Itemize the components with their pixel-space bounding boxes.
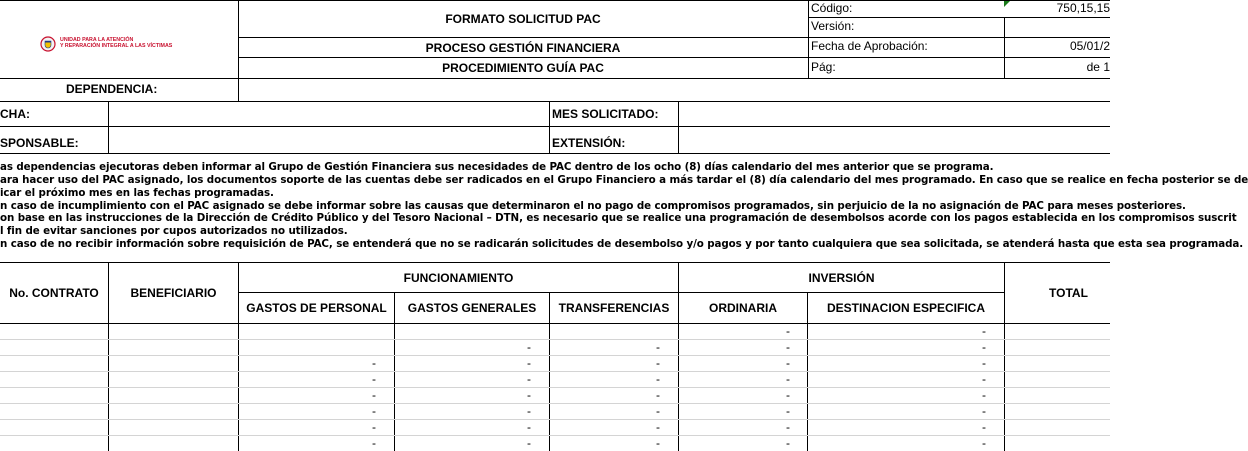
col-header-total: TOTAL — [1049, 286, 1088, 300]
cell-gastos-personal[interactable]: - — [372, 356, 376, 370]
note-1: as dependencias ejecutoras deben informar al Grupo de Gestión Financiera sus necesidades de PAC dentro de los ocho (8) días calendario del mes anterior que se programa. — [0, 161, 994, 173]
col-header-contrato: No. CONTRATO — [9, 286, 99, 300]
fecha-field[interactable] — [109, 102, 549, 126]
org-name-line2: Y REPARACIÓN INTEGRAL A LAS VÍCTIMAS — [60, 43, 173, 49]
col-header-ordinaria: ORDINARIA — [709, 301, 777, 315]
note-2: ara hacer uso del PAC asignado, los documentos soporte de las cuentas debe ser radicados en el Grupo Financiero a más tardar el (8) día calendario del mes programado. En caso que se realice en fecha posterior se de — [0, 174, 1248, 186]
cell-gastos-personal[interactable]: - — [372, 372, 376, 386]
page-label: Pág: — [811, 60, 836, 74]
procedure-name: PROCEDIMIENTO GUÍA PAC — [442, 61, 604, 75]
page-value[interactable]: 1 de — [1086, 60, 1110, 74]
dependencia-field[interactable] — [239, 79, 1110, 101]
org-name-line1: UNIDAD PARA LA ATENCIÓN — [60, 37, 134, 43]
group-header-inversion: INVERSIÓN — [808, 270, 875, 285]
cell-gastos-generales[interactable]: - — [527, 356, 531, 370]
code-label: Código: — [811, 1, 853, 15]
cell-gastos-generales[interactable]: - — [527, 436, 531, 450]
note-5: n caso de no recibir información sobre requisición de PAC, se entenderá que no se radicarán solicitudes de desembolso y/o pagos y por tanto cualquiera que sea solicitada, se atenderá hasta que esta sea programada. — [0, 238, 1244, 250]
cell-destinacion[interactable]: - — [982, 388, 986, 402]
cell-destinacion[interactable]: - — [982, 356, 986, 370]
col-header-gastos-generales: GASTOS GENERALES — [407, 301, 537, 315]
note-3: n caso de incumplimiento con el PAC asignado se debe informar sobre las causas que determinaron el no pago de compromisos programados, sin perjuicio de la no asignación de PAC para meses posteriores. — [0, 200, 1186, 212]
col-header-beneficiario: BENEFICIARIO — [130, 286, 217, 300]
cell-ordinaria[interactable]: - — [786, 436, 790, 450]
cell-destinacion[interactable]: - — [982, 404, 986, 418]
org-name — [60, 37, 172, 49]
mes-solicitado-label: MES SOLICITADO: — [552, 107, 659, 121]
logo-box — [0, 0, 238, 78]
coat-of-arms-icon — [40, 36, 56, 52]
cell-transferencias[interactable]: - — [656, 404, 660, 418]
dependencia-label: DEPENDENCIA: — [66, 82, 158, 96]
note-4-cont: l fin de evitar sanciones por cupos autorizados no utilizados. — [0, 225, 348, 237]
cell-gastos-personal[interactable]: - — [372, 420, 376, 434]
form-title: FORMATO SOLICITUD PAC — [445, 11, 601, 26]
cell-gastos-generales[interactable]: - — [527, 340, 531, 354]
version-label: Versión: — [811, 19, 855, 33]
cell-destinacion[interactable]: - — [982, 324, 986, 338]
mes-solicitado-field[interactable] — [679, 102, 1110, 126]
group-header-funcionamiento: FUNCIONAMIENTO — [403, 270, 514, 285]
cell-transferencias[interactable]: - — [656, 356, 660, 370]
cell-transferencias[interactable]: - — [656, 388, 660, 402]
approval-date-label: Fecha de Aprobación: — [811, 39, 928, 53]
approval-date-value[interactable]: 05/01/2 — [1069, 39, 1110, 53]
cell-destinacion[interactable]: - — [982, 372, 986, 386]
note-2-cont: icar el próximo mes en las fechas programadas. — [0, 187, 274, 199]
cell-ordinaria[interactable]: - — [786, 420, 790, 434]
cell-gastos-generales[interactable]: - — [527, 404, 531, 418]
cell-gastos-generales[interactable]: - — [527, 388, 531, 402]
cell-gastos-personal[interactable]: - — [372, 404, 376, 418]
cell-transferencias[interactable]: - — [656, 436, 660, 450]
process-name: PROCESO GESTIÓN FINANCIERA — [425, 41, 621, 55]
extension-label: EXTENSIÓN: — [552, 136, 626, 150]
fecha-label: CHA: — [0, 107, 30, 121]
responsable-field[interactable] — [109, 127, 549, 153]
cell-ordinaria[interactable]: - — [786, 404, 790, 418]
cell-destinacion[interactable]: - — [982, 420, 986, 434]
cell-ordinaria[interactable]: - — [786, 388, 790, 402]
version-value[interactable] — [1010, 19, 1110, 35]
cell-transferencias[interactable]: - — [656, 340, 660, 354]
cell-transferencias[interactable]: - — [656, 372, 660, 386]
col-header-destinacion: DESTINACION ESPECIFICA — [826, 301, 985, 315]
cell-destinacion[interactable]: - — [982, 436, 986, 450]
cell-comment-marker-icon — [1004, 1, 1010, 7]
col-header-transferencias: TRANSFERENCIAS — [558, 301, 670, 315]
cell-ordinaria[interactable]: - — [786, 372, 790, 386]
cell-gastos-generales[interactable]: - — [527, 420, 531, 434]
responsable-label: SPONSABLE: — [0, 136, 79, 150]
cell-transferencias[interactable]: - — [656, 420, 660, 434]
col-header-gastos-personal: GASTOS DE PERSONAL — [246, 301, 387, 315]
cell-destinacion[interactable]: - — [982, 340, 986, 354]
note-4: on base en las instrucciones de la Dirección de Crédito Público y del Tesoro Nacional – DTN, es necesario que se realice una programación de desembolsos acorde con los pagos establecida en los compromisos suscrit — [0, 212, 1237, 224]
cell-ordinaria[interactable]: - — [786, 324, 790, 338]
extension-field[interactable] — [679, 127, 1110, 153]
cell-ordinaria[interactable]: - — [786, 356, 790, 370]
cell-ordinaria[interactable]: - — [786, 340, 790, 354]
cell-gastos-personal[interactable]: - — [372, 436, 376, 450]
code-value[interactable]: 750,15,15 — [1056, 1, 1110, 15]
cell-gastos-personal[interactable]: - — [372, 388, 376, 402]
cell-gastos-generales[interactable]: - — [527, 372, 531, 386]
